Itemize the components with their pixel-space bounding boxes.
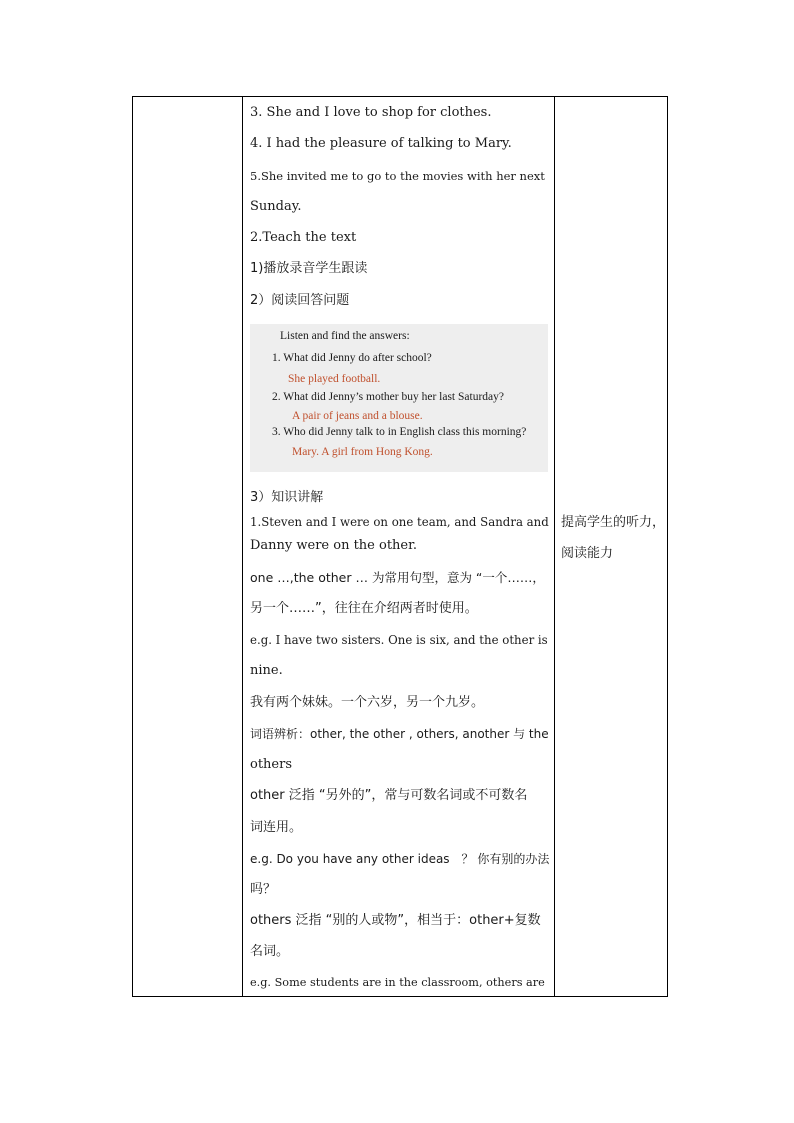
text-line: e.g. I have two sisters. One is six, and the other is	[250, 633, 548, 647]
text-line: 另一个……”，往往在介绍两者时使用。	[250, 601, 478, 616]
text-line: 5.She invited me to go to the movies with her next	[250, 169, 545, 183]
figure-question: 3. Who did Jenny talk to in English class this morning?	[272, 426, 527, 438]
text-line: 3. She and I love to shop for clothes.	[250, 105, 492, 120]
figure-heading: Listen and find the answers:	[280, 330, 410, 342]
column-divider-right	[554, 97, 555, 996]
text-line: Sunday.	[250, 199, 302, 214]
text-line: other 泛指 “另外的”，常与可数名词或不可数名	[250, 788, 528, 803]
text-line: 词连用。	[250, 820, 303, 835]
figure-question: 2. What did Jenny’s mother buy her last Saturday?	[272, 391, 504, 403]
text-line: e.g. Some students are in the classroom, others are	[250, 976, 545, 989]
text-line: 我有两个妹妹。一个六岁，另一个九岁。	[250, 695, 485, 710]
text-line: 词语辨析：other, the other , others, another 与 the	[250, 727, 549, 741]
figure-answer: Mary. A girl from Hong Kong.	[292, 446, 433, 458]
figure-question: 1. What did Jenny do after school?	[272, 352, 432, 364]
text-line: 名词。	[250, 944, 290, 959]
text-line: others 泛指 “别的人或物”，相当于：other+复数	[250, 913, 541, 928]
text-line: one …,the other … 为常用句型，意为 “一个……，	[250, 570, 545, 585]
text-line: 4. I had the pleasure of talking to Mary.	[250, 136, 512, 151]
reading-questions-image	[250, 324, 548, 472]
column-divider-left	[242, 97, 243, 996]
figure-answer: She played football.	[288, 373, 381, 385]
figure-answer: A pair of jeans and a blouse.	[292, 410, 423, 422]
text-line: nine.	[250, 663, 283, 678]
text-line: 吗？	[250, 882, 277, 897]
purpose-line: 提高学生的听力，	[561, 515, 666, 530]
text-line: 2）阅读回答问题	[250, 293, 350, 308]
text-line: Danny were on the other.	[250, 538, 418, 553]
text-line: 3）知识讲解	[250, 490, 324, 505]
lesson-table	[132, 96, 668, 997]
text-line: e.g. Do you have any other ideas ？ 你有别的办法	[250, 852, 550, 866]
purpose-line: 阅读能力	[561, 546, 614, 561]
text-line: 1)播放录音学生跟读	[250, 261, 368, 276]
text-line: 1.Steven and I were on one team, and Sandra and	[250, 515, 549, 529]
text-line: 2.Teach the text	[250, 230, 357, 245]
text-line: others	[250, 757, 293, 772]
